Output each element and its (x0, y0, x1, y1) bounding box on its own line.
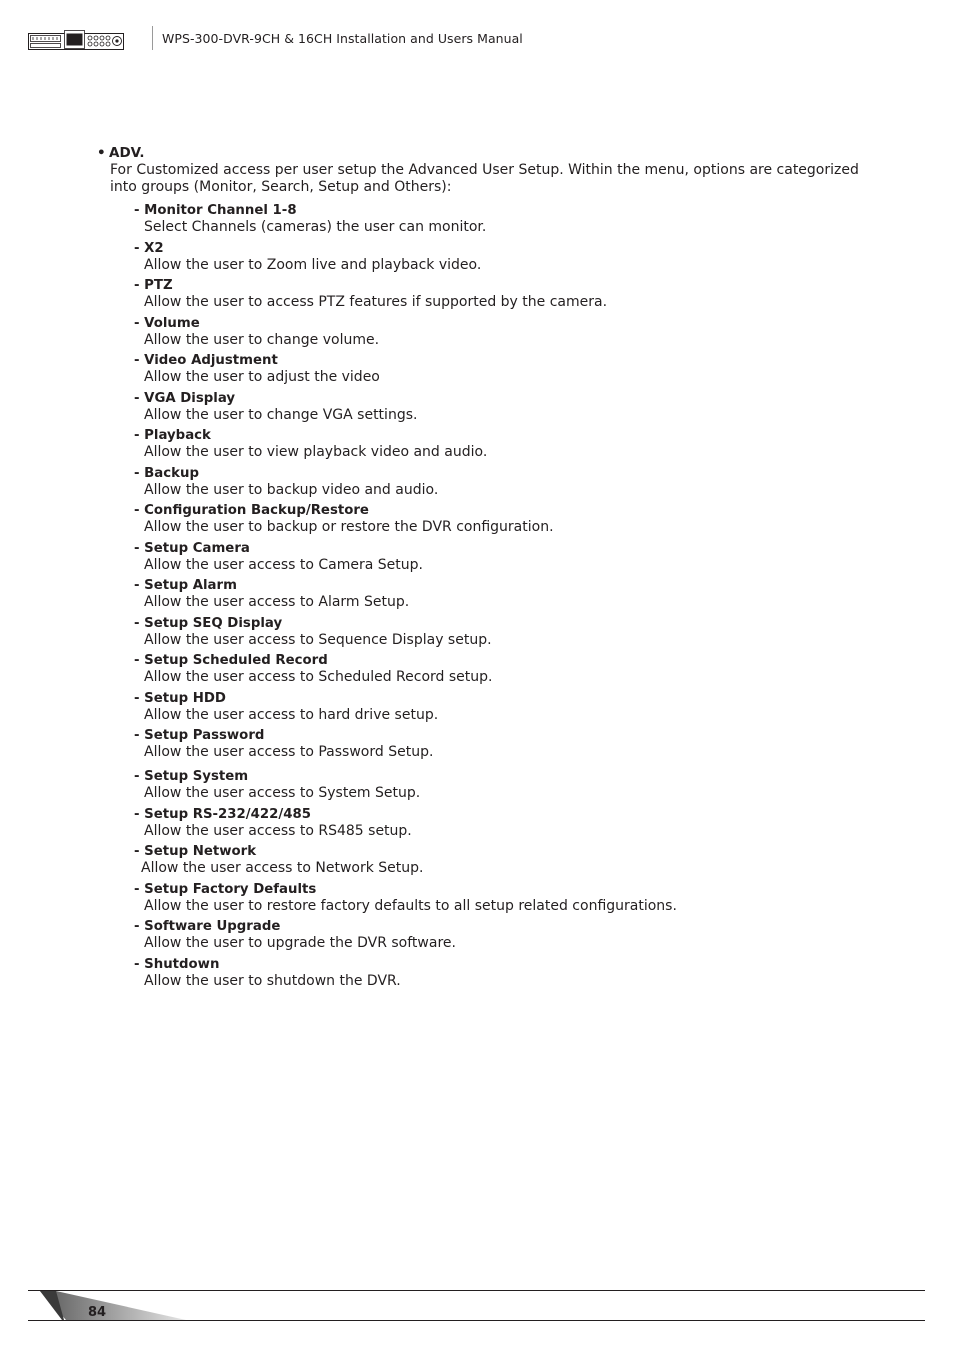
item-description: Allow the user to adjust the video (144, 369, 380, 385)
item-title: - Setup Scheduled Record (134, 653, 328, 668)
dvr-front-panel-icon (28, 29, 126, 51)
item-description: Allow the user access to Scheduled Record setup. (144, 669, 493, 685)
item-description: Allow the user to shutdown the DVR. (144, 972, 401, 989)
item-description: Allow the user access to System Setup. (144, 785, 421, 801)
list-item (134, 806, 897, 840)
item-title: - PTZ (134, 278, 173, 293)
item-title: - Video Adjustment (134, 353, 278, 368)
item-title: - Setup RS-232/422/485 (134, 806, 312, 822)
page-number: 84 (88, 1305, 107, 1320)
section-intro: For Customized access per user setup the Advanced User Setup. Within the menu, options are categorized into groups (Monitor, Search, Setup and Others): (110, 162, 859, 195)
item-title: - Backup (134, 465, 199, 481)
list-item (134, 240, 897, 274)
section-heading-text: ADV. (109, 145, 145, 161)
permission-list (134, 202, 897, 990)
item-description: Select Channels (cameras) the user can monitor. (144, 219, 487, 235)
item-description: Allow the user to restore factory defaults to all setup related configurations. (144, 897, 677, 914)
item-description: Allow the user access to Sequence Display setup. (144, 631, 492, 648)
page-tab-icon (36, 1291, 186, 1320)
list-item (134, 690, 897, 724)
list-item (134, 277, 897, 311)
list-item (134, 615, 897, 649)
item-title: - X2 (134, 240, 164, 256)
document-title: WPS-300-DVR-9CH & 16CH Installation and Users Manual (162, 31, 523, 46)
page-footer (28, 1290, 925, 1322)
list-item (134, 768, 897, 802)
item-description: Allow the user access to hard drive setup. (144, 706, 439, 723)
list-item (134, 881, 897, 915)
bullet-marker: • (97, 145, 106, 161)
list-item (134, 843, 897, 877)
item-description: Allow the user to change volume. (144, 331, 380, 348)
item-title: - VGA Display (134, 390, 236, 406)
footer-divider-bottom (28, 1320, 925, 1321)
item-title: - Software Upgrade (134, 919, 281, 934)
item-title: - Setup SEQ Display (134, 615, 283, 631)
list-item (134, 652, 897, 686)
item-description: Allow the user access to Network Setup. (141, 860, 424, 876)
item-description: Allow the user to change VGA settings. (144, 406, 418, 423)
item-description: Allow the user to backup or restore the DVR configuration. (144, 519, 554, 535)
item-title: - Setup Network (134, 844, 257, 859)
section-heading (97, 145, 897, 162)
list-item (134, 427, 897, 461)
list-item (134, 540, 897, 574)
list-item (134, 352, 897, 386)
item-description: Allow the user to backup video and audio. (144, 481, 439, 498)
list-item (134, 502, 897, 536)
item-title: - Configuration Backup/Restore (134, 503, 369, 518)
item-description: Allow the user access to RS485 setup. (144, 822, 412, 839)
item-title: - Playback (134, 428, 211, 443)
adv-section (97, 145, 897, 993)
item-description: Allow the user to upgrade the DVR software. (144, 935, 456, 951)
item-description: Allow the user to access PTZ features if supported by the camera. (144, 294, 608, 310)
page-header (28, 26, 548, 52)
item-title: - Volume (134, 315, 200, 331)
item-description: Allow the user access to Password Setup. (144, 744, 434, 760)
list-item (134, 956, 897, 990)
list-item (134, 390, 897, 424)
item-title: - Setup Password (134, 728, 265, 743)
list-item (134, 202, 897, 236)
item-title: - Setup Factory Defaults (134, 881, 317, 897)
list-item (134, 577, 897, 611)
item-description: Allow the user access to Camera Setup. (144, 556, 423, 573)
list-item (134, 465, 897, 499)
header-divider (152, 26, 153, 50)
item-title: - Setup Camera (134, 540, 250, 556)
item-title: - Setup System (134, 769, 249, 784)
list-item (134, 918, 897, 952)
list-item (134, 315, 897, 349)
item-title: - Setup Alarm (134, 578, 237, 593)
item-title: - Shutdown (134, 956, 220, 972)
item-title: - Setup HDD (134, 690, 226, 706)
list-item (134, 727, 897, 761)
item-description: Allow the user access to Alarm Setup. (144, 594, 410, 610)
item-description: Allow the user to view playback video and audio. (144, 444, 488, 460)
item-title: - Monitor Channel 1-8 (134, 203, 297, 218)
item-description: Allow the user to Zoom live and playback video. (144, 256, 482, 273)
